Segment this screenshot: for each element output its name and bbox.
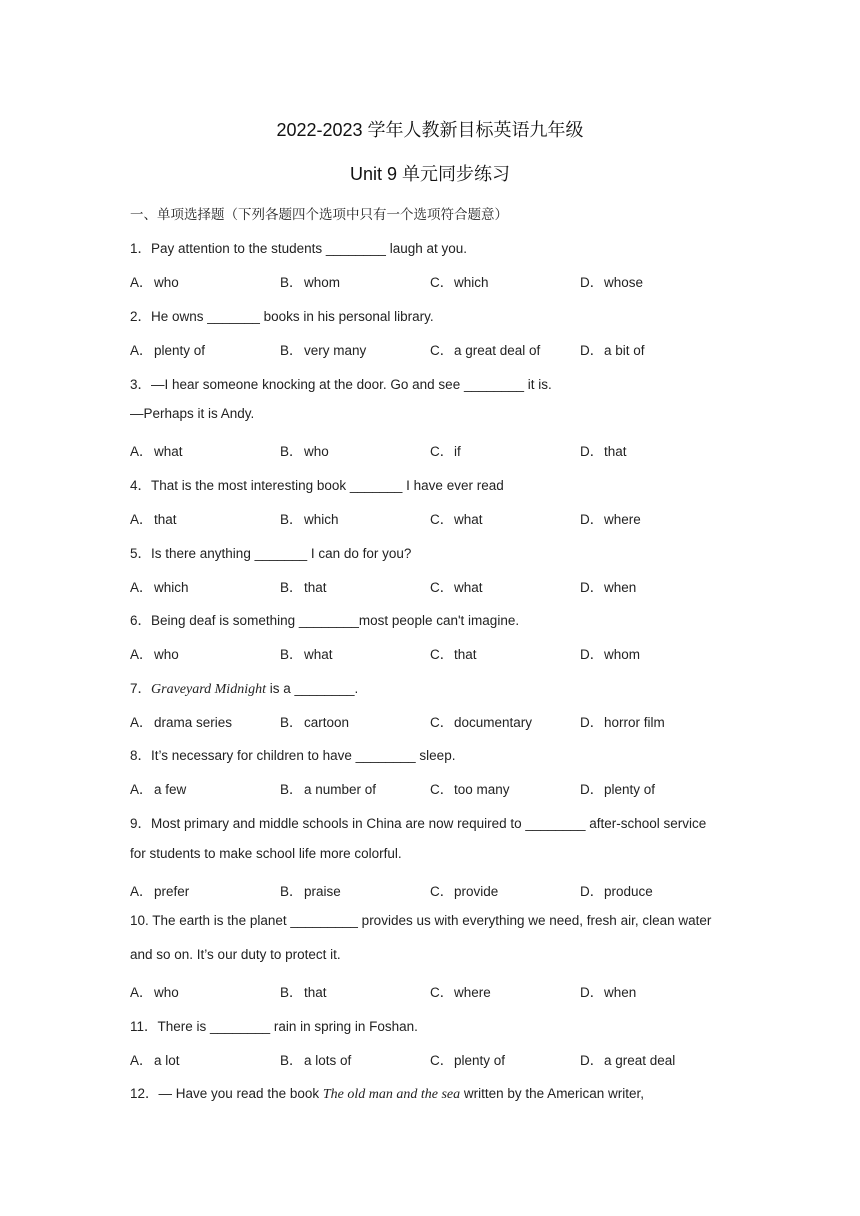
question-7-text: 7．Graveyard Midnight is a ________.: [130, 681, 359, 697]
option-c: C．what: [430, 512, 483, 527]
question-8-text: 8．It’s necessary for children to have ________ sleep.: [130, 748, 456, 763]
option-b: B．that: [280, 580, 327, 595]
option-a: A．a few: [130, 782, 187, 797]
option-a: A．who: [130, 647, 179, 662]
question-7-options: [130, 711, 750, 731]
question-5-text: 5．Is there anything _______ I can do for you?: [130, 546, 412, 561]
section-heading: 一、单项选择题（下列各题四个选项中只有一个选项符合题意）: [130, 207, 508, 222]
option-d: D．plenty of: [580, 782, 656, 797]
option-b: B．who: [280, 444, 329, 459]
option-c: C．what: [430, 580, 483, 595]
question-10-text-line2: and so on. It’s our duty to protect it.: [130, 947, 341, 962]
option-b: B．whom: [280, 275, 341, 290]
question-6-options: [130, 643, 750, 663]
option-d: D．whose: [580, 275, 644, 290]
option-b: B．a lots of: [280, 1053, 352, 1068]
option-b: B．very many: [280, 343, 367, 358]
option-c: C．plenty of: [430, 1053, 506, 1068]
question-3-text-line2: —Perhaps it is Andy.: [130, 406, 255, 421]
option-b: B．praise: [280, 884, 341, 899]
movie-title: Graveyard Midnight: [151, 682, 266, 697]
question-6-text: 6．Being deaf is something ________most people can't imagine.: [130, 613, 520, 628]
option-c: C．documentary: [430, 715, 533, 730]
option-b: B．what: [280, 647, 333, 662]
question-1-options: [130, 271, 750, 291]
question-11-text: 11．There is ________ rain in spring in Foshan.: [130, 1019, 418, 1034]
option-d: D．that: [580, 444, 627, 459]
document-title: 2022-2023 学年人教新目标英语九年级: [276, 120, 584, 140]
option-c: C．where: [430, 985, 491, 1000]
option-c: C．a great deal of: [430, 343, 541, 358]
question-2-text: 2．He owns _______ books in his personal library.: [130, 309, 434, 324]
option-c: C．that: [430, 647, 477, 662]
question-4-options: [130, 508, 750, 528]
question-1-text: 1．Pay attention to the students ________ laugh at you.: [130, 241, 467, 256]
question-11-options: [130, 1049, 750, 1069]
option-d: D．where: [580, 512, 641, 527]
option-d: D．when: [580, 580, 637, 595]
question-3-text: 3．—I hear someone knocking at the door. Go and see ________ it is.: [130, 377, 552, 392]
option-a: A．who: [130, 985, 179, 1000]
question-9-text: 9．Most primary and middle schools in China are now required to ________ after-school service: [130, 816, 707, 831]
question-4-text: 4．That is the most interesting book _______ I have ever read: [130, 478, 504, 493]
option-d: D．whom: [580, 647, 641, 662]
option-a: A．who: [130, 275, 179, 290]
question-3-options: [130, 440, 750, 460]
option-d: D．a great deal: [580, 1053, 676, 1068]
option-a: A．plenty of: [130, 343, 206, 358]
option-a: A．drama series: [130, 715, 233, 730]
option-d: D．when: [580, 985, 637, 1000]
option-c: C．provide: [430, 884, 499, 899]
option-a: A．that: [130, 512, 177, 527]
option-b: B．that: [280, 985, 327, 1000]
question-10-text: 10. The earth is the planet _________ provides us with everything we need, fresh air, clean water: [130, 913, 712, 928]
option-b: B．which: [280, 512, 339, 527]
question-10-options: [130, 981, 750, 1001]
option-a: A．which: [130, 580, 189, 595]
option-d: D．a bit of: [580, 343, 645, 358]
option-c: C．too many: [430, 782, 510, 797]
book-title: The old man and the sea: [322, 1087, 461, 1102]
question-12-text: 12．— Have you read the book The old man and the sea written by the American writer,: [130, 1086, 644, 1102]
option-b: B．cartoon: [280, 715, 350, 730]
question-8-options: [130, 778, 750, 798]
option-a: A．what: [130, 444, 183, 459]
question-2-options: [130, 339, 750, 359]
option-d: D．horror film: [580, 715, 665, 730]
option-b: B．a number of: [280, 782, 377, 797]
document-subtitle: Unit 9 单元同步练习: [349, 164, 511, 184]
option-a: A．prefer: [130, 884, 190, 899]
question-9-options: [130, 880, 750, 900]
option-a: A．a lot: [130, 1053, 180, 1068]
option-c: C．if: [430, 444, 461, 459]
question-5-options: [130, 576, 750, 596]
option-c: C．which: [430, 275, 489, 290]
option-d: D．produce: [580, 884, 653, 899]
question-9-text-line2: for students to make school life more colorful.: [130, 846, 402, 861]
